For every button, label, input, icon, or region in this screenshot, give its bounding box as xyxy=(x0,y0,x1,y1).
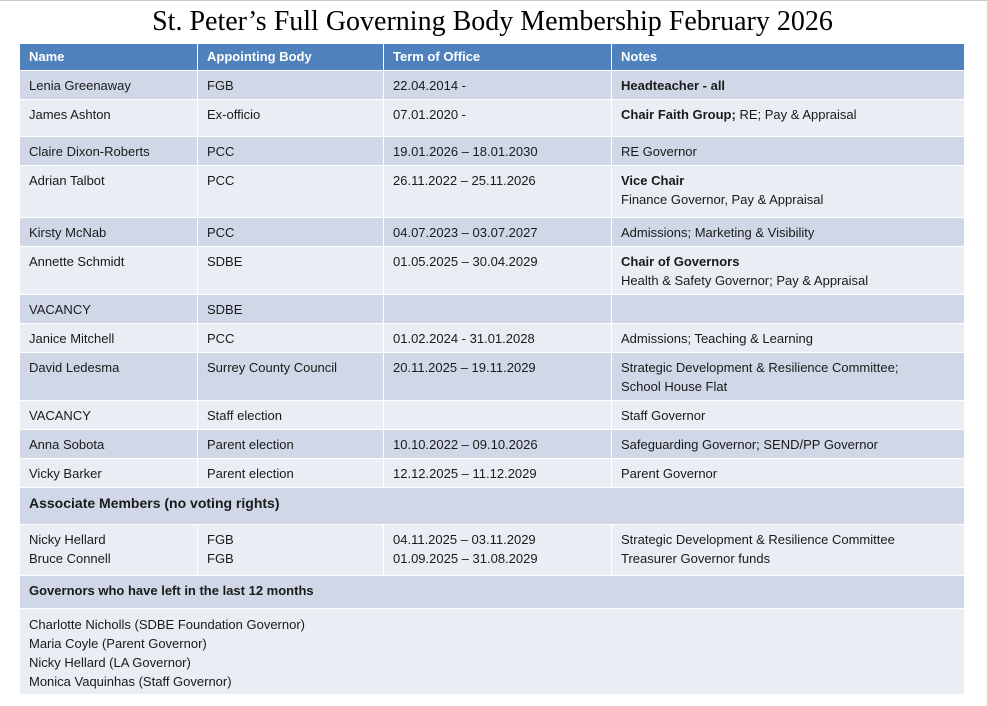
cell-body: Surrey County Council xyxy=(198,353,384,401)
cell-name: David Ledesma xyxy=(20,353,198,401)
cell-name: Anna Sobota xyxy=(20,430,198,459)
cell-term: 22.04.2014 - xyxy=(384,71,612,100)
notes-text: Finance Governor, Pay & Appraisal xyxy=(621,192,824,207)
cell-body: SDBE xyxy=(198,295,384,324)
cell-term: 01.05.2025 – 30.04.2029 xyxy=(384,247,612,295)
cell-name: VACANCY xyxy=(20,401,198,430)
notes-text-2: School House Flat xyxy=(621,379,728,394)
associate-body: FGB xyxy=(207,551,234,566)
cell-body: PCC xyxy=(198,166,384,218)
list-item: Maria Coyle (Parent Governor) xyxy=(29,636,207,651)
cell-name: Annette Schmidt xyxy=(20,247,198,295)
table-row xyxy=(20,137,965,166)
table-row xyxy=(20,430,965,459)
cell-name: Adrian Talbot xyxy=(20,166,198,218)
table-header-row xyxy=(20,44,965,71)
notes-bold: Headteacher - all xyxy=(621,78,726,93)
col-header-appointing-body: Appointing Body xyxy=(198,44,384,71)
cell-notes: Safeguarding Governor; SEND/PP Governor xyxy=(612,430,965,459)
cell-name: James Ashton xyxy=(20,100,198,137)
associate-term: 04.11.2025 – 03.11.2029 xyxy=(393,532,536,547)
cell-notes: Staff Governor xyxy=(612,401,965,430)
cell-term: 26.11.2022 – 25.11.2026 xyxy=(384,166,612,218)
table-row xyxy=(20,166,965,218)
table-row xyxy=(20,71,965,100)
table-row xyxy=(20,525,965,576)
cell-term: 20.11.2025 – 19.11.2029 xyxy=(384,353,612,401)
list-item: Monica Vaquinhas (Staff Governor) xyxy=(29,674,232,689)
associate-notes: Treasurer Governor funds xyxy=(621,551,771,566)
cell-body: Parent election xyxy=(198,459,384,488)
notes-text: RE; Pay & Appraisal xyxy=(735,107,857,122)
membership-table xyxy=(19,43,965,695)
col-header-term: Term of Office xyxy=(384,44,612,71)
cell-term: 19.01.2026 – 18.01.2030 xyxy=(384,137,612,166)
cell-body: Parent election xyxy=(198,430,384,459)
cell-term: 07.01.2020 - xyxy=(384,100,612,137)
cell-notes xyxy=(612,525,965,576)
cell-name xyxy=(20,525,198,576)
cell-notes: RE Governor xyxy=(612,137,965,166)
table-row xyxy=(20,100,965,137)
cell-body: Staff election xyxy=(198,401,384,430)
cell-notes xyxy=(612,353,965,401)
cell-notes: Admissions; Teaching & Learning xyxy=(612,324,965,353)
cell-term: 04.07.2023 – 03.07.2027 xyxy=(384,218,612,247)
col-header-name: Name xyxy=(20,44,198,71)
cell-term: 01.02.2024 - 31.01.2028 xyxy=(384,324,612,353)
cell-notes xyxy=(612,247,965,295)
page-title: St. Peter’s Full Governing Body Membership February 2026 xyxy=(152,6,833,37)
table-row xyxy=(20,459,965,488)
cell-notes: Parent Governor xyxy=(612,459,965,488)
list-item: Nicky Hellard (LA Governor) xyxy=(29,655,191,670)
left-heading-row xyxy=(20,576,965,609)
cell-body: FGB xyxy=(198,71,384,100)
table-row xyxy=(20,247,965,295)
cell-body: Ex-officio xyxy=(198,100,384,137)
cell-term: 12.12.2025 – 11.12.2029 xyxy=(384,459,612,488)
list-item: Charlotte Nicholls (SDBE Foundation Governor) xyxy=(29,617,306,632)
notes-text: Health & Safety Governor; Pay & Appraisal xyxy=(621,273,869,288)
cell-term xyxy=(384,401,612,430)
cell-body: PCC xyxy=(198,218,384,247)
cell-name: Janice Mitchell xyxy=(20,324,198,353)
associate-notes: Strategic Development & Resilience Committee xyxy=(621,532,895,547)
left-heading: Governors who have left in the last 12 months xyxy=(20,576,965,609)
cell-notes xyxy=(612,295,965,324)
cell-notes: Admissions; Marketing & Visibility xyxy=(612,218,965,247)
cell-body: PCC xyxy=(198,137,384,166)
cell-body: SDBE xyxy=(198,247,384,295)
associate-heading-row xyxy=(20,488,965,525)
cell-name: Claire Dixon-Roberts xyxy=(20,137,198,166)
notes-bold: Chair of Governors xyxy=(621,254,740,269)
notes-text: Strategic Development & Resilience Committee; xyxy=(621,360,899,375)
associate-name: Nicky Hellard xyxy=(29,532,106,547)
associate-heading: Associate Members (no voting rights) xyxy=(20,488,965,525)
notes-bold: Vice Chair xyxy=(621,173,685,188)
associate-name: Bruce Connell xyxy=(29,551,111,566)
cell-term: 10.10.2022 – 09.10.2026 xyxy=(384,430,612,459)
cell-notes xyxy=(612,71,965,100)
left-list-row xyxy=(20,609,965,695)
table-row xyxy=(20,218,965,247)
table-row xyxy=(20,324,965,353)
cell-notes xyxy=(612,100,965,137)
cell-name: Kirsty McNab xyxy=(20,218,198,247)
left-list xyxy=(20,609,965,695)
associate-term: 01.09.2025 – 31.08.2029 xyxy=(393,551,538,566)
cell-term xyxy=(384,295,612,324)
table-row xyxy=(20,353,965,401)
table-row xyxy=(20,295,965,324)
cell-name: Lenia Greenaway xyxy=(20,71,198,100)
cell-body xyxy=(198,525,384,576)
cell-notes xyxy=(612,166,965,218)
cell-term xyxy=(384,525,612,576)
cell-body: PCC xyxy=(198,324,384,353)
notes-bold: Chair Faith Group; xyxy=(621,107,736,122)
table-row xyxy=(20,401,965,430)
cell-name: VACANCY xyxy=(20,295,198,324)
cell-name: Vicky Barker xyxy=(20,459,198,488)
top-rule xyxy=(0,0,987,1)
associate-body: FGB xyxy=(207,532,234,547)
col-header-notes: Notes xyxy=(612,44,965,71)
